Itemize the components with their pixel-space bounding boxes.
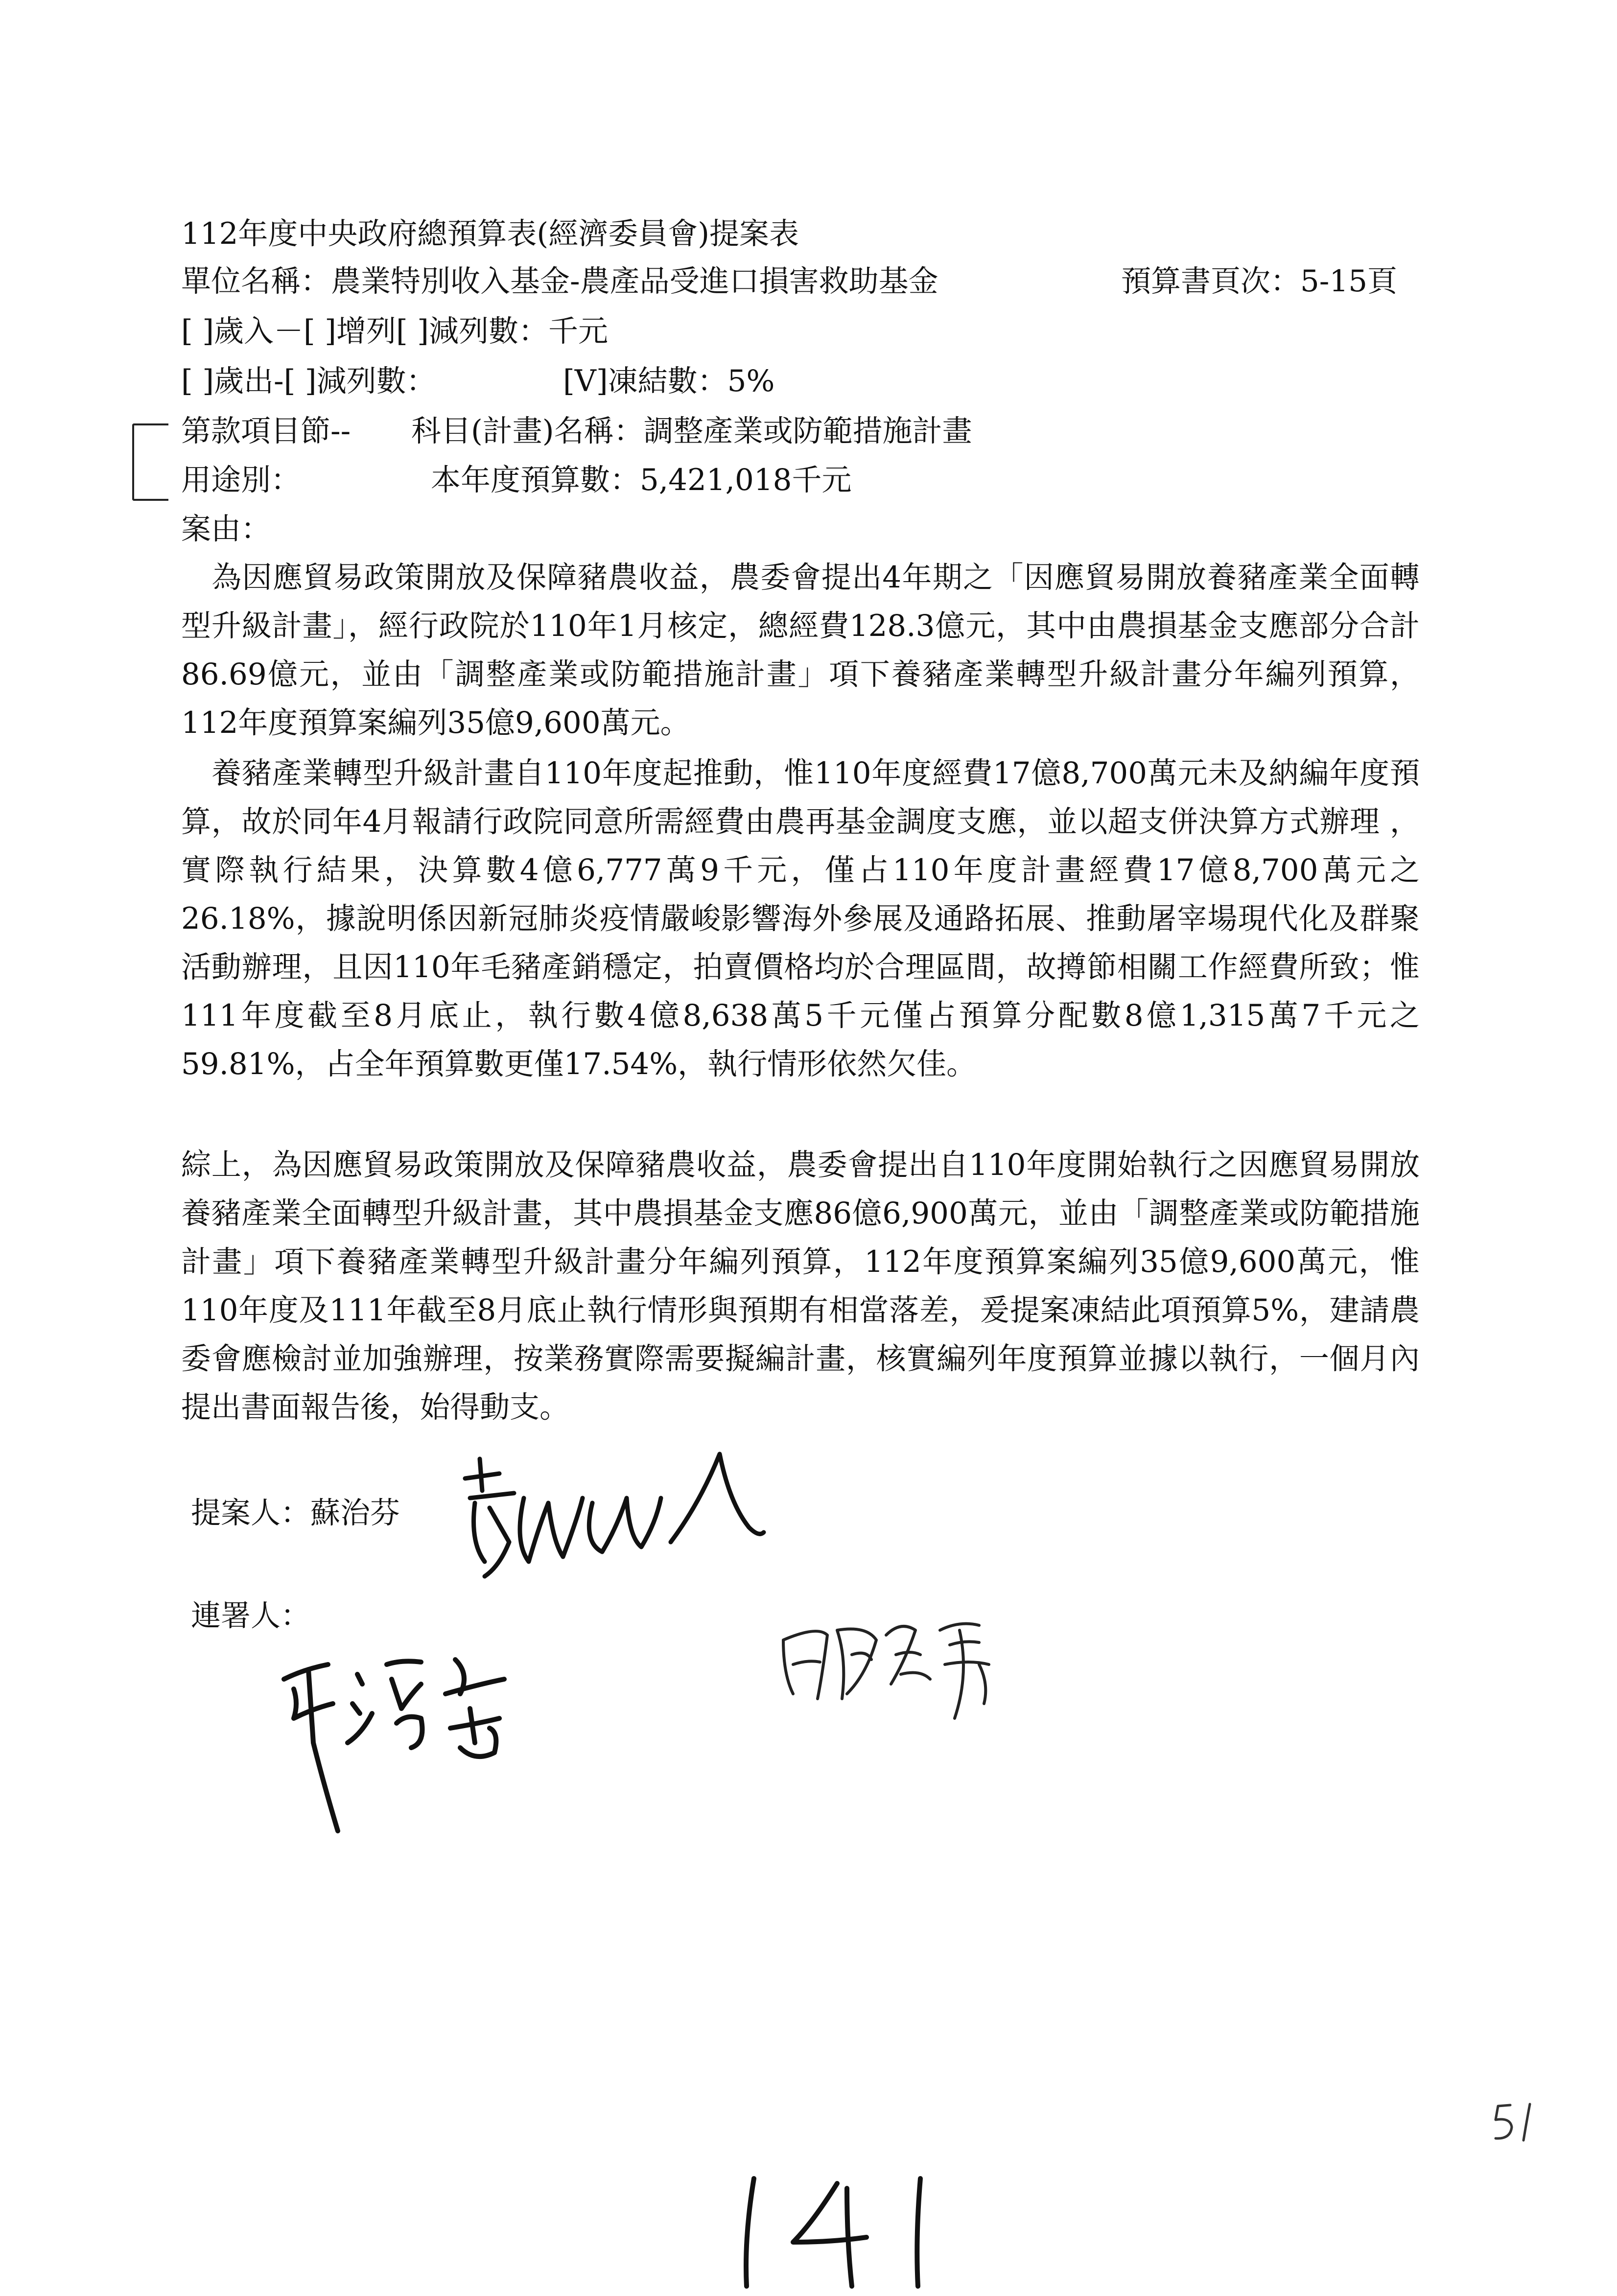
handwritten-bracket [132,423,168,501]
cosigner-signature-1 [274,1635,568,1841]
item-section-line: 第款項目節-- [181,414,351,448]
reason-paragraph-3: 綜上，為因應貿易政策開放及保障豬農收益，農委會提出自110年度開始執行之因應貿易開放養豬產業全面轉型升級計畫，其中農損基金支應86億6,900萬元，並由「調整產業或防範措施計畫」項下養豬產業轉型升級計畫分年編列預算，112年度預算案編列35億9,600萬元，惟110年度及111年截至8月底止執行情形與預期有相當落差，爰提案凍結此項預算5%，建請農委會應檢討並加強辦理，按業務實際需要擬編計畫，核實編列年度預算並據以執行，一個月內提出書面報告後，始得動支。 [181,1148,1420,1425]
reason-paragraph-2: 養豬產業轉型升級計畫自110年度起推動，惟110年度經費17億8,700萬元未及納編年度預算，故於同年4月報請行政院同意所需經費由農再基金調度支應，並以超支併決算方式辦理 ，實際執行結果，決算數4億6,777萬9千元，僅占110年度計畫經費17億8,700萬元之26.18%，據說明係因新冠肺炎疫情嚴峻影響海外參展及通路拓展、推動屠宰場現代化及群聚活動辦理，且因110年毛豬產銷穩定，拍賣價格均於合理區間，故撙節相關工作經費所致；惟111年度截至8月底止，執行數4億8,638萬5千元僅占預算分配數8億1,315萬7千元之59.81%，占全年預算數更僅17.54%，執行情形依然欠佳。 [181,756,1420,1081]
document-title: 112年度中央政府總預算表(經濟委員會)提案表 [181,216,799,251]
proposer-label: 提案人：蘇治芬 [191,1496,400,1530]
budget-page-reference: 預算書頁次：5-15頁 [1121,264,1398,299]
cosigner-label: 連署人： [191,1598,311,1633]
proposer-signature [455,1444,769,1591]
unit-label: 單位名稱： [181,264,331,299]
expense-reduction-line: [ ]歲出-[ ]減列數： [181,364,436,398]
cosigner-signature-2 [773,1601,1028,1728]
unit-name: 農業特別收入基金-農產品受進口損害救助基金 [331,264,938,299]
reason-label: 案由： [181,512,271,546]
plan-name: 科目(計畫)名稱：調整產業或防範措施計畫 [411,414,972,448]
reason-paragraph-1: 為因應貿易政策開放及保障豬農收益，農委會提出4年期之「因應貿易開放養豬產業全面轉型升級計畫」，經行政院於110年1月核定，總經費128.3億元，其中由農損基金支應部分合計86.69億元，並由「調整產業或防範措施計畫」項下養豬產業轉型升級計畫分年編列預算，112年度預算案編列35億9,600萬元。 [181,560,1420,740]
annual-budget-amount: 本年度預算數：5,421,018千元 [431,463,852,497]
purpose-label: 用途別： [181,463,301,497]
freeze-percentage: [V]凍結數：5% [563,364,775,398]
revenue-checkbox-line: [ ]歲入－[ ]增列[ ]減列數：千元 [181,314,608,349]
